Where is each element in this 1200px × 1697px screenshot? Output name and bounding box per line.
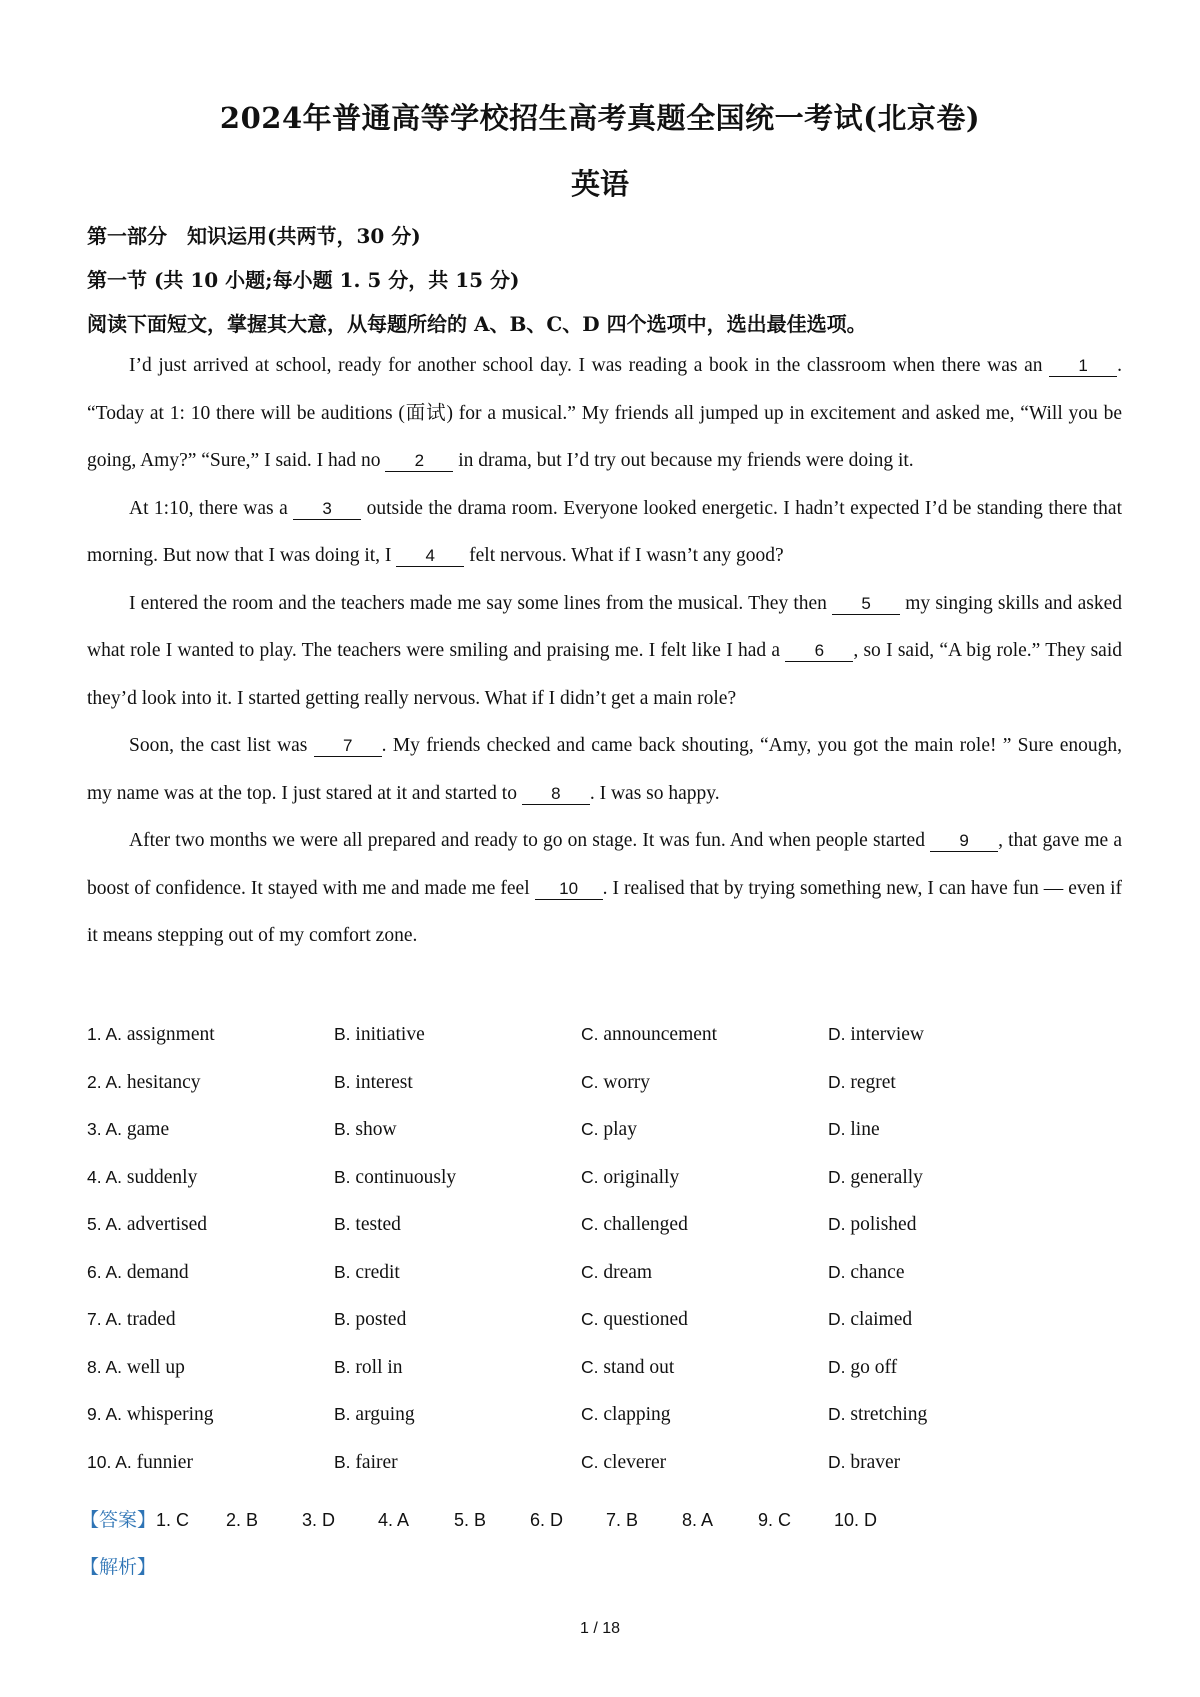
passage-text: I entered the room and the teachers made me say some lines from the musical. They then <box>129 592 833 614</box>
option-a <box>87 1452 193 1474</box>
question-row <box>87 1214 1127 1262</box>
answer-item: 6. D <box>530 1510 564 1530</box>
option-a <box>87 1024 215 1046</box>
option-letter: 2. A. <box>87 1071 123 1092</box>
option-text: play <box>603 1119 637 1140</box>
answer-item: 4. A <box>378 1510 410 1530</box>
option-text: well up <box>126 1356 185 1378</box>
option-text: continuously <box>355 1166 457 1188</box>
option-d <box>828 1214 916 1236</box>
answer-item: 9. C <box>758 1510 792 1530</box>
blank-3: 3 <box>293 499 361 520</box>
option-text: go off <box>850 1356 898 1378</box>
option-text: interview <box>850 1024 925 1045</box>
option-a <box>87 1262 189 1284</box>
option-text: chance <box>850 1261 905 1283</box>
option-b <box>334 1024 425 1046</box>
option-text: worry <box>603 1071 650 1093</box>
option-c <box>581 1357 674 1379</box>
passage-text: in drama, but I’d try out because my friends were doing it. <box>453 450 914 471</box>
answer-label: 【答案】 <box>80 1509 157 1531</box>
question-row <box>87 1309 1127 1357</box>
option-text: credit <box>355 1261 400 1283</box>
option-d <box>828 1404 927 1426</box>
blank-7: 7 <box>314 736 382 757</box>
question-options <box>87 1024 1127 1499</box>
subject-title: 英语 <box>570 167 629 201</box>
option-b <box>334 1167 456 1189</box>
option-letter: C. <box>581 1261 599 1282</box>
option-letter: B. <box>334 1261 351 1282</box>
paragraph-5 <box>87 817 1122 960</box>
option-a <box>87 1214 207 1236</box>
option-d <box>828 1167 923 1189</box>
option-letter: B. <box>334 1214 351 1234</box>
option-letter: 9. A. <box>87 1404 123 1424</box>
paragraph-1 <box>87 342 1122 485</box>
option-c <box>581 1262 652 1284</box>
option-text: suddenly <box>126 1166 198 1188</box>
option-letter: 1. A. <box>87 1024 123 1044</box>
passage-text: I’d just arrived at school, ready for another school day. I was reading a book in the classroom when there was an <box>129 355 1050 376</box>
option-b <box>334 1072 413 1094</box>
option-d <box>828 1309 912 1331</box>
part-heading: 第一部分 知识运用(共两节，30 分) <box>87 224 421 248</box>
question-row <box>87 1119 1127 1167</box>
option-letter: 5. A. <box>87 1214 123 1234</box>
blank-9: 9 <box>930 831 998 852</box>
answer-item: 2. B <box>226 1510 259 1530</box>
blank-6: 6 <box>785 641 853 662</box>
passage-text: . I realised that by trying something new, I can have fun — even if it means stepping out of my comfort zone. <box>87 877 1122 946</box>
option-text: game <box>126 1119 170 1140</box>
option-d <box>828 1024 924 1046</box>
option-letter: C. <box>581 1214 599 1234</box>
paragraph-4 <box>87 722 1122 817</box>
option-letter: C. <box>581 1166 599 1187</box>
answer-item: 7. B <box>606 1510 639 1530</box>
option-text: originally <box>603 1166 680 1188</box>
question-row <box>87 1024 1127 1072</box>
option-a <box>87 1357 185 1379</box>
blank-1: 1 <box>1049 356 1117 377</box>
question-row <box>87 1167 1127 1215</box>
passage-text: After two months we were all prepared and ready to go on stage. It was fun. And when people started <box>129 830 931 851</box>
answer-item: 1. C <box>156 1510 190 1530</box>
option-text: arguing <box>355 1404 415 1425</box>
option-d <box>828 1072 896 1094</box>
answer-item: 3. D <box>302 1510 336 1530</box>
option-text: claimed <box>850 1309 913 1330</box>
passage-text: . My friends checked and came back shouting, “Amy, you got the main role! ” Sure enough, my name was at the top. I just stared at it and started to <box>87 735 1122 804</box>
option-letter: B. <box>334 1356 351 1377</box>
option-text: assignment <box>126 1024 215 1045</box>
option-letter: C. <box>581 1451 599 1472</box>
option-c <box>581 1452 666 1474</box>
option-d <box>828 1357 897 1379</box>
option-letter: C. <box>581 1309 599 1329</box>
option-letter: D. <box>828 1404 846 1424</box>
option-text: generally <box>850 1166 923 1188</box>
option-c <box>581 1404 671 1426</box>
passage-text: . “Today at 1: 10 there will be auditions (面试) for a musical.” My friends all jumped up in excitement and asked me, “Will you be going, Amy?” “Sure,” I said. I had no <box>87 355 1122 471</box>
question-row <box>87 1452 1127 1500</box>
option-d <box>828 1452 900 1474</box>
option-letter: B. <box>334 1071 351 1092</box>
option-letter: C. <box>581 1119 599 1139</box>
question-row <box>87 1262 1127 1310</box>
option-text: demand <box>126 1261 189 1283</box>
option-letter: C. <box>581 1404 599 1424</box>
option-letter: B. <box>334 1404 351 1424</box>
answer-item: 10. D <box>834 1510 878 1530</box>
option-text: whispering <box>126 1404 214 1425</box>
question-row <box>87 1357 1127 1405</box>
option-letter: B. <box>334 1451 351 1472</box>
blank-4: 4 <box>396 546 464 567</box>
option-letter: 7. A. <box>87 1309 123 1329</box>
option-letter: D. <box>828 1166 846 1187</box>
answer-item: 8. A <box>682 1510 714 1530</box>
option-letter: D. <box>828 1119 846 1139</box>
option-b <box>334 1452 398 1474</box>
option-letter: D. <box>828 1451 846 1472</box>
option-letter: B. <box>334 1166 351 1187</box>
option-a <box>87 1167 197 1189</box>
option-c <box>581 1119 637 1141</box>
option-letter: 4. A. <box>87 1166 123 1187</box>
answer-key <box>80 1505 910 1532</box>
option-letter: 6. A. <box>87 1261 123 1282</box>
option-text: advertised <box>126 1214 208 1235</box>
page-number: 1 / 18 <box>579 1620 621 1637</box>
option-letter: C. <box>581 1356 599 1377</box>
option-c <box>581 1309 688 1331</box>
answer-item: 5. B <box>454 1510 487 1530</box>
option-text: line <box>850 1119 880 1140</box>
passage-text: At 1:10, there was a <box>129 497 294 519</box>
option-letter: D. <box>828 1071 846 1092</box>
option-text: initiative <box>355 1024 425 1045</box>
paragraph-3 <box>87 580 1122 723</box>
option-text: posted <box>355 1309 407 1330</box>
option-letter: D. <box>828 1261 846 1282</box>
option-b <box>334 1214 401 1236</box>
option-text: clapping <box>603 1404 671 1425</box>
blank-8: 8 <box>522 784 590 805</box>
option-text: fairer <box>355 1451 398 1473</box>
option-text: regret <box>850 1071 896 1093</box>
option-letter: D. <box>828 1309 846 1329</box>
paragraph-2 <box>87 485 1122 580</box>
option-text: challenged <box>603 1214 688 1235</box>
option-text: traded <box>126 1309 176 1330</box>
option-text: roll in <box>355 1356 403 1378</box>
option-b <box>334 1404 415 1426</box>
option-text: questioned <box>603 1309 688 1330</box>
passage-text: my singing skills and asked what role I wanted to play. The teachers were smiling and praising me. I felt like I had a <box>87 592 1122 661</box>
passage-text: , so I said, “A big role.” They said they’d look into it. I started getting really nervous. What if I didn’t get a main role? <box>87 640 1122 709</box>
option-letter: 8. A. <box>87 1356 123 1377</box>
option-b <box>334 1357 403 1379</box>
blank-5: 5 <box>832 594 900 615</box>
option-letter: B. <box>334 1024 351 1044</box>
analysis-label: 【解析】 <box>80 1556 157 1578</box>
option-text: show <box>355 1119 397 1140</box>
option-letter: 3. A. <box>87 1119 123 1139</box>
option-text: announcement <box>603 1024 718 1045</box>
option-c <box>581 1167 679 1189</box>
option-text: braver <box>850 1451 901 1473</box>
instructions: 阅读下面短文，掌握其大意，从每题所给的 A、B、C、D 四个选项中，选出最佳选项。 <box>87 312 867 336</box>
section-heading: 第一节 (共 10 小题;每小题 1. 5 分，共 15 分) <box>87 268 520 292</box>
passage-text: felt nervous. What if I wasn’t any good? <box>464 545 784 566</box>
option-letter: B. <box>334 1309 351 1329</box>
option-letter: D. <box>828 1024 846 1044</box>
option-text: funnier <box>136 1451 193 1473</box>
option-d <box>828 1119 880 1141</box>
option-letter: B. <box>334 1119 351 1139</box>
option-d <box>828 1262 905 1284</box>
option-text: stand out <box>603 1356 675 1378</box>
option-text: hesitancy <box>126 1071 201 1093</box>
option-a <box>87 1309 176 1331</box>
option-text: cleverer <box>603 1451 667 1473</box>
option-letter: D. <box>828 1356 846 1377</box>
option-c <box>581 1214 688 1236</box>
passage-text: , that gave me a boost of confidence. It stayed with me and made me feel <box>87 830 1122 899</box>
passage-text: outside the drama room. Everyone looked energetic. I hadn’t expected I’d be standing there that morning. But now that I was doing it, I <box>87 497 1122 566</box>
option-a <box>87 1119 169 1141</box>
passage-text: Soon, the cast list was <box>129 735 314 756</box>
passage-text: . I was so happy. <box>589 782 720 804</box>
option-b <box>334 1119 397 1141</box>
option-letter: D. <box>828 1214 846 1234</box>
option-b <box>334 1309 406 1331</box>
option-b <box>334 1262 400 1284</box>
option-text: polished <box>850 1214 917 1235</box>
option-text: dream <box>603 1261 653 1283</box>
option-text: stretching <box>850 1404 928 1425</box>
document-title: 2024年普通高等学校招生高考真题全国统一考试(北京卷) <box>219 101 981 135</box>
option-letter: C. <box>581 1071 599 1092</box>
option-text: tested <box>355 1214 401 1235</box>
option-a <box>87 1404 214 1426</box>
question-row <box>87 1072 1127 1120</box>
option-c <box>581 1072 650 1094</box>
option-letter: C. <box>581 1024 599 1044</box>
option-c <box>581 1024 717 1046</box>
option-text: interest <box>355 1071 413 1093</box>
question-row <box>87 1404 1127 1452</box>
blank-10: 10 <box>535 879 603 900</box>
blank-2: 2 <box>385 451 453 472</box>
cloze-passage <box>87 342 1122 960</box>
option-letter: 10. A. <box>87 1451 132 1472</box>
option-a <box>87 1072 201 1094</box>
